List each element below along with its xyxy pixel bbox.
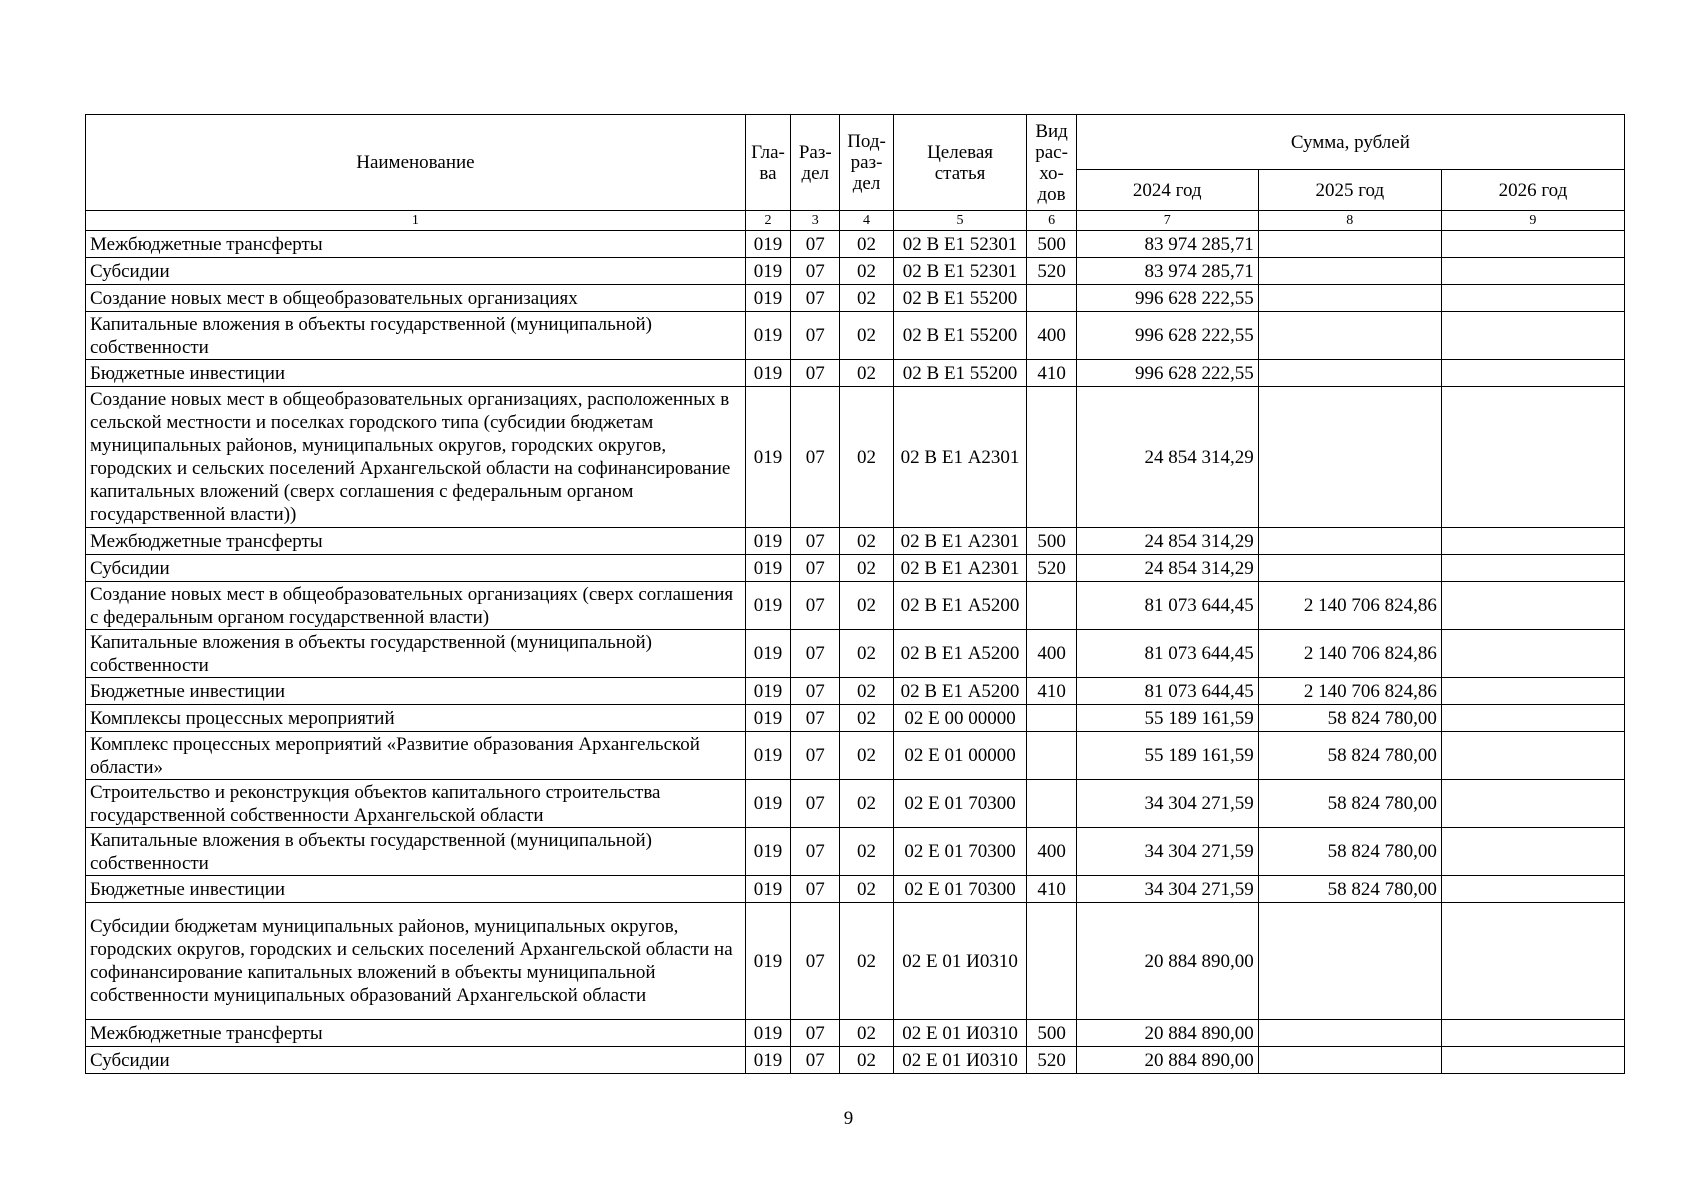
row-podrazdel: 02 (840, 732, 893, 780)
budget-table (85, 114, 1625, 1074)
row-sum-2024: 81 073 644,45 (1076, 678, 1258, 705)
row-podrazdel: 02 (840, 678, 893, 705)
row-sum-2026 (1441, 231, 1624, 258)
row-vid-rashodov: 500 (1027, 1020, 1076, 1047)
header-podrazdel: Под- раз- дел (840, 115, 893, 211)
row-glava: 019 (745, 828, 790, 876)
table-row (86, 231, 1625, 258)
row-sum-2026 (1441, 312, 1624, 360)
row-sum-2025 (1258, 360, 1441, 387)
row-name: Бюджетные инвестиции (86, 678, 746, 705)
row-name: Межбюджетные трансферты (86, 231, 746, 258)
row-vid-rashodov: 410 (1027, 876, 1076, 903)
row-celevaya-statya: 02 В Е1 55200 (893, 285, 1027, 312)
row-celevaya-statya: 02 В Е1 52301 (893, 231, 1027, 258)
row-vid-rashodov: 410 (1027, 360, 1076, 387)
row-sum-2025: 2 140 706 824,86 (1258, 582, 1441, 630)
row-sum-2024: 996 628 222,55 (1076, 312, 1258, 360)
row-sum-2024: 24 854 314,29 (1076, 555, 1258, 582)
row-vid-rashodov: 500 (1027, 528, 1076, 555)
row-razdel: 07 (791, 732, 840, 780)
row-sum-2026 (1441, 780, 1624, 828)
row-glava: 019 (745, 528, 790, 555)
row-glava: 019 (745, 360, 790, 387)
row-name: Капитальные вложения в объекты государственной (муниципальной) собственности (86, 630, 746, 678)
row-podrazdel: 02 (840, 705, 893, 732)
table-row (86, 387, 1625, 528)
row-podrazdel: 02 (840, 903, 893, 1020)
row-vid-rashodov: 520 (1027, 1047, 1076, 1074)
table-row (86, 828, 1625, 876)
row-sum-2025: 58 824 780,00 (1258, 876, 1441, 903)
row-vid-rashodov: 400 (1027, 312, 1076, 360)
row-sum-2024: 34 304 271,59 (1076, 876, 1258, 903)
row-celevaya-statya: 02 Е 01 70300 (893, 876, 1027, 903)
row-podrazdel: 02 (840, 555, 893, 582)
row-razdel: 07 (791, 285, 840, 312)
row-celevaya-statya: 02 В Е1 55200 (893, 312, 1027, 360)
row-sum-2025: 2 140 706 824,86 (1258, 678, 1441, 705)
row-sum-2025: 58 824 780,00 (1258, 828, 1441, 876)
row-celevaya-statya: 02 В Е1 А5200 (893, 582, 1027, 630)
row-glava: 019 (745, 1020, 790, 1047)
row-podrazdel: 02 (840, 876, 893, 903)
row-vid-rashodov: 400 (1027, 828, 1076, 876)
row-glava: 019 (745, 258, 790, 285)
row-sum-2025 (1258, 528, 1441, 555)
row-razdel: 07 (791, 360, 840, 387)
row-podrazdel: 02 (840, 1020, 893, 1047)
row-razdel: 07 (791, 1020, 840, 1047)
column-number: 1 (86, 211, 746, 231)
row-celevaya-statya: 02 В Е1 А2301 (893, 387, 1027, 528)
header-2024: 2024 год (1076, 170, 1258, 211)
row-podrazdel: 02 (840, 828, 893, 876)
row-podrazdel: 02 (840, 630, 893, 678)
row-podrazdel: 02 (840, 387, 893, 528)
header-2026: 2026 год (1441, 170, 1624, 211)
row-name: Капитальные вложения в объекты государственной (муниципальной) собственности (86, 312, 746, 360)
row-sum-2025 (1258, 285, 1441, 312)
column-number: 7 (1076, 211, 1258, 231)
header-2025: 2025 год (1258, 170, 1441, 211)
table-row (86, 1020, 1625, 1047)
row-podrazdel: 02 (840, 528, 893, 555)
header-vid-rashodov: Вид рас- хо- дов (1027, 115, 1076, 211)
row-sum-2025 (1258, 387, 1441, 528)
row-name: Комплекс процессных мероприятий «Развитие образования Архангельской области» (86, 732, 746, 780)
row-celevaya-statya: 02 Е 01 И0310 (893, 1020, 1027, 1047)
row-glava: 019 (745, 705, 790, 732)
row-sum-2026 (1441, 630, 1624, 678)
column-number: 4 (840, 211, 893, 231)
row-celevaya-statya: 02 В Е1 А5200 (893, 678, 1027, 705)
row-name: Создание новых мест в общеобразовательных организациях (86, 285, 746, 312)
column-number: 6 (1027, 211, 1076, 231)
row-glava: 019 (745, 387, 790, 528)
row-name: Межбюджетные трансферты (86, 528, 746, 555)
header-summa: Сумма, рублей (1076, 115, 1624, 170)
header-glava: Гла- ва (745, 115, 790, 211)
row-glava: 019 (745, 1047, 790, 1074)
row-sum-2025 (1258, 555, 1441, 582)
row-vid-rashodov: 520 (1027, 258, 1076, 285)
row-razdel: 07 (791, 231, 840, 258)
row-vid-rashodov (1027, 285, 1076, 312)
row-celevaya-statya: 02 В Е1 А2301 (893, 528, 1027, 555)
row-sum-2024: 24 854 314,29 (1076, 387, 1258, 528)
row-sum-2026 (1441, 582, 1624, 630)
row-sum-2025 (1258, 1020, 1441, 1047)
row-name: Капитальные вложения в объекты государственной (муниципальной) собственности (86, 828, 746, 876)
row-celevaya-statya: 02 В Е1 52301 (893, 258, 1027, 285)
table-row (86, 678, 1625, 705)
row-sum-2026 (1441, 732, 1624, 780)
row-sum-2025: 58 824 780,00 (1258, 705, 1441, 732)
row-glava: 019 (745, 876, 790, 903)
column-number: 3 (791, 211, 840, 231)
row-podrazdel: 02 (840, 312, 893, 360)
row-podrazdel: 02 (840, 1047, 893, 1074)
column-number: 8 (1258, 211, 1441, 231)
row-sum-2025 (1258, 231, 1441, 258)
row-sum-2025 (1258, 258, 1441, 285)
table-row (86, 360, 1625, 387)
row-glava: 019 (745, 285, 790, 312)
row-sum-2026 (1441, 285, 1624, 312)
row-vid-rashodov: 500 (1027, 231, 1076, 258)
row-sum-2026 (1441, 903, 1624, 1020)
row-sum-2026 (1441, 1047, 1624, 1074)
row-sum-2026 (1441, 876, 1624, 903)
row-vid-rashodov (1027, 780, 1076, 828)
row-celevaya-statya: 02 Е 01 И0310 (893, 1047, 1027, 1074)
row-sum-2024: 996 628 222,55 (1076, 285, 1258, 312)
row-vid-rashodov: 400 (1027, 630, 1076, 678)
row-sum-2024: 20 884 890,00 (1076, 1020, 1258, 1047)
row-sum-2024: 20 884 890,00 (1076, 1047, 1258, 1074)
row-sum-2024: 34 304 271,59 (1076, 780, 1258, 828)
row-sum-2025 (1258, 1047, 1441, 1074)
row-celevaya-statya: 02 В Е1 55200 (893, 360, 1027, 387)
row-razdel: 07 (791, 528, 840, 555)
row-sum-2024: 83 974 285,71 (1076, 258, 1258, 285)
row-name: Субсидии (86, 555, 746, 582)
row-podrazdel: 02 (840, 780, 893, 828)
row-sum-2024: 20 884 890,00 (1076, 903, 1258, 1020)
row-sum-2026 (1441, 705, 1624, 732)
table-row (86, 903, 1625, 1020)
table-row (86, 258, 1625, 285)
row-razdel: 07 (791, 903, 840, 1020)
table-row (86, 780, 1625, 828)
row-celevaya-statya: 02 Е 00 00000 (893, 705, 1027, 732)
row-razdel: 07 (791, 1047, 840, 1074)
header-razdel: Раз- дел (791, 115, 840, 211)
header-celevaya-statya: Целевая статья (893, 115, 1027, 211)
table-row (86, 555, 1625, 582)
row-name: Межбюджетные трансферты (86, 1020, 746, 1047)
row-sum-2025 (1258, 312, 1441, 360)
table-row (86, 876, 1625, 903)
row-glava: 019 (745, 555, 790, 582)
row-glava: 019 (745, 630, 790, 678)
row-vid-rashodov (1027, 732, 1076, 780)
row-sum-2024: 55 189 161,59 (1076, 705, 1258, 732)
row-razdel: 07 (791, 312, 840, 360)
row-sum-2024: 81 073 644,45 (1076, 582, 1258, 630)
table-row (86, 285, 1625, 312)
row-razdel: 07 (791, 387, 840, 528)
table-row (86, 732, 1625, 780)
row-name: Субсидии (86, 258, 746, 285)
row-glava: 019 (745, 678, 790, 705)
table-row (86, 528, 1625, 555)
row-vid-rashodov: 410 (1027, 678, 1076, 705)
row-celevaya-statya: 02 Е 01 70300 (893, 828, 1027, 876)
table-row (86, 705, 1625, 732)
page-number: 9 (843, 1108, 854, 1129)
row-sum-2026 (1441, 828, 1624, 876)
row-razdel: 07 (791, 582, 840, 630)
row-glava: 019 (745, 732, 790, 780)
row-podrazdel: 02 (840, 258, 893, 285)
row-name: Комплексы процессных мероприятий (86, 705, 746, 732)
row-sum-2026 (1441, 555, 1624, 582)
row-podrazdel: 02 (840, 582, 893, 630)
row-podrazdel: 02 (840, 285, 893, 312)
table-row (86, 1047, 1625, 1074)
row-sum-2025 (1258, 903, 1441, 1020)
row-vid-rashodov (1027, 705, 1076, 732)
row-glava: 019 (745, 780, 790, 828)
row-name: Субсидии бюджетам муниципальных районов, муниципальных округов, городских округов, городских и сельских поселений Архангельской области на софинансирование капитальных вложений в объекты муниципальной собственности муниципальных образований Архангельской области (86, 903, 746, 1020)
row-razdel: 07 (791, 780, 840, 828)
column-number: 9 (1441, 211, 1624, 231)
table-body (86, 231, 1625, 1074)
row-sum-2024: 996 628 222,55 (1076, 360, 1258, 387)
row-razdel: 07 (791, 828, 840, 876)
row-name: Создание новых мест в общеобразовательных организациях (сверх соглашения с федеральным органом государственной власти) (86, 582, 746, 630)
row-name: Бюджетные инвестиции (86, 876, 746, 903)
row-name: Бюджетные инвестиции (86, 360, 746, 387)
row-sum-2026 (1441, 258, 1624, 285)
row-name: Субсидии (86, 1047, 746, 1074)
column-numbers-row (86, 211, 1625, 231)
table-row (86, 630, 1625, 678)
row-razdel: 07 (791, 630, 840, 678)
row-podrazdel: 02 (840, 231, 893, 258)
row-celevaya-statya: 02 В Е1 А2301 (893, 555, 1027, 582)
row-sum-2026 (1441, 1020, 1624, 1047)
column-number: 2 (745, 211, 790, 231)
row-razdel: 07 (791, 555, 840, 582)
row-razdel: 07 (791, 705, 840, 732)
row-vid-rashodov (1027, 387, 1076, 528)
row-celevaya-statya: 02 Е 01 И0310 (893, 903, 1027, 1020)
row-sum-2024: 24 854 314,29 (1076, 528, 1258, 555)
row-celevaya-statya: 02 Е 01 00000 (893, 732, 1027, 780)
row-name: Создание новых мест в общеобразовательных организациях, расположенных в сельской местности и поселках городского типа (субсидии бюджетам муниципальных районов, муниципальных округов, городских округов, городских и сельских поселений Архангельской области на софинансирование капитальных вложений (сверх соглашения с федеральным органом государственной власти)) (86, 387, 746, 528)
row-vid-rashodov (1027, 903, 1076, 1020)
row-sum-2026 (1441, 678, 1624, 705)
row-sum-2025: 2 140 706 824,86 (1258, 630, 1441, 678)
row-celevaya-statya: 02 В Е1 А5200 (893, 630, 1027, 678)
row-glava: 019 (745, 582, 790, 630)
row-sum-2026 (1441, 528, 1624, 555)
row-glava: 019 (745, 312, 790, 360)
row-sum-2026 (1441, 387, 1624, 528)
column-number: 5 (893, 211, 1027, 231)
header-name: Наименование (86, 115, 746, 211)
row-vid-rashodov: 520 (1027, 555, 1076, 582)
row-razdel: 07 (791, 258, 840, 285)
row-glava: 019 (745, 903, 790, 1020)
row-name: Строительство и реконструкция объектов капитального строительства государственной собственности Архангельской области (86, 780, 746, 828)
row-sum-2025: 58 824 780,00 (1258, 732, 1441, 780)
row-razdel: 07 (791, 678, 840, 705)
row-sum-2024: 55 189 161,59 (1076, 732, 1258, 780)
row-podrazdel: 02 (840, 360, 893, 387)
row-glava: 019 (745, 231, 790, 258)
row-vid-rashodov (1027, 582, 1076, 630)
row-razdel: 07 (791, 876, 840, 903)
row-sum-2024: 83 974 285,71 (1076, 231, 1258, 258)
row-sum-2025: 58 824 780,00 (1258, 780, 1441, 828)
row-sum-2024: 34 304 271,59 (1076, 828, 1258, 876)
table-row (86, 582, 1625, 630)
row-sum-2026 (1441, 360, 1624, 387)
row-sum-2024: 81 073 644,45 (1076, 630, 1258, 678)
table-row (86, 312, 1625, 360)
row-celevaya-statya: 02 Е 01 70300 (893, 780, 1027, 828)
